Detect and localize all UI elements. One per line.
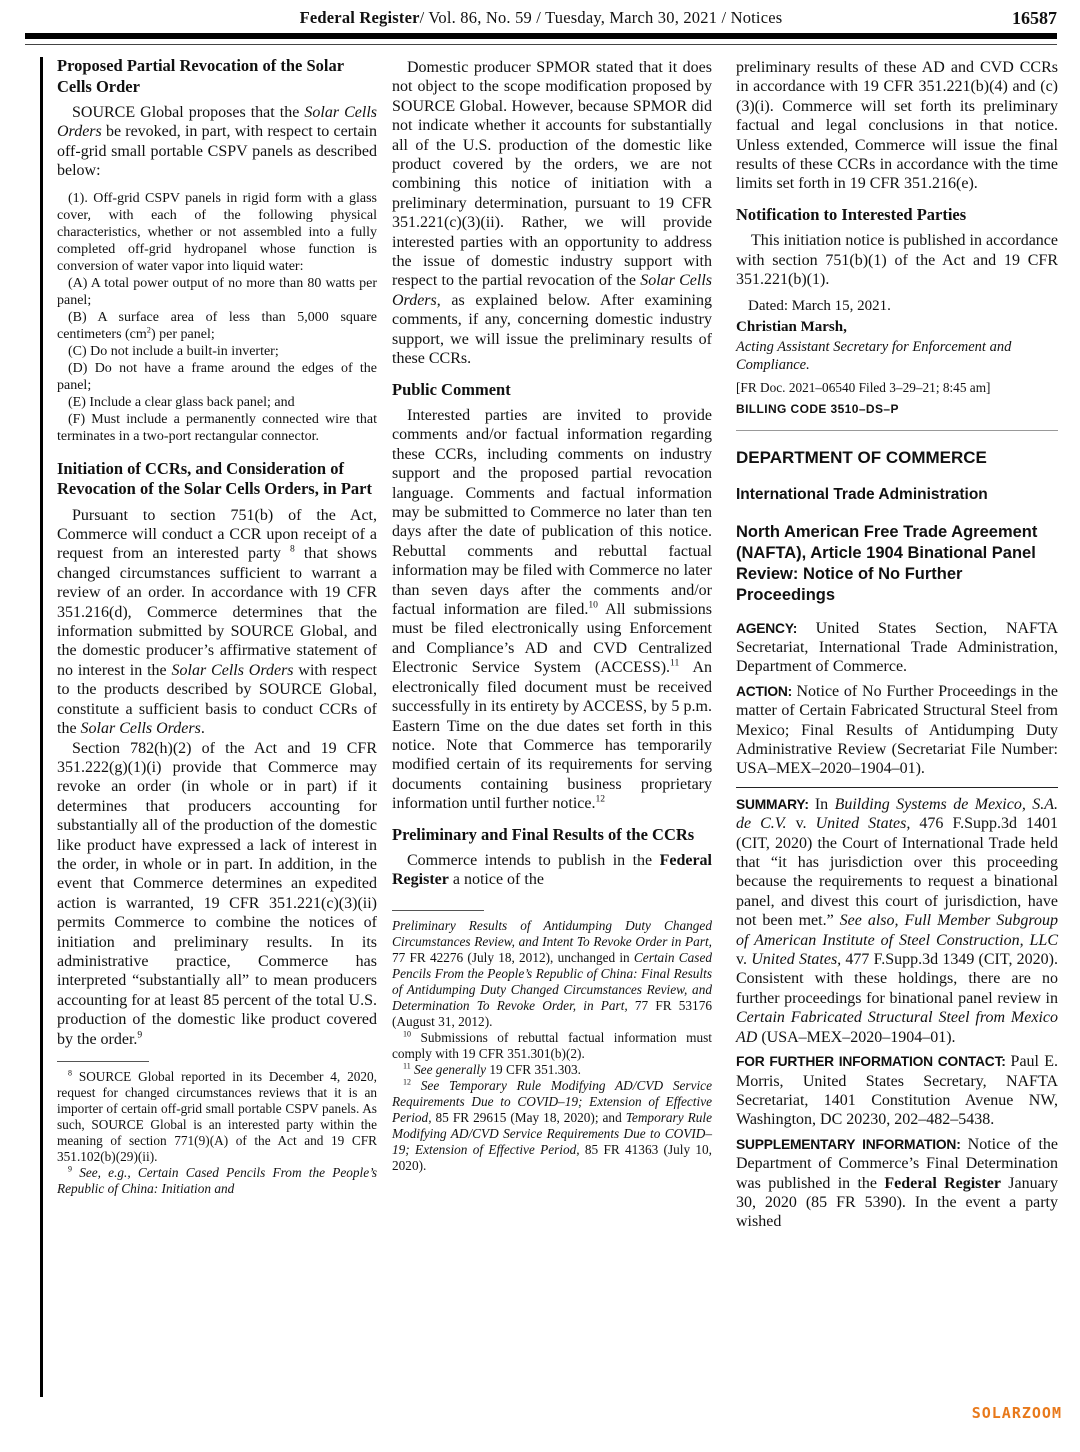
header-publication: Federal Register — [299, 8, 420, 27]
section-heading: Preliminary and Final Results of the CCRs — [392, 824, 695, 844]
column-1 — [57, 56, 377, 1197]
header-issue-info: / Vol. 86, No. 59 / Tuesday, March 30, 2021 / Notices — [419, 8, 783, 27]
page-number: 16587 — [1012, 8, 1057, 28]
paragraph: Domestic producer SPMOR stated that it does not object to the scope modification proposed by SOURCE Global. However, because SPMOR did not indicate whether it accounts for substantially all of the U.S. production of the domestic like product covered by the orders, we are not combining this notice of initiation with a preliminary determination, pursuant to 19 CFR 351.221(c)(3)(ii). Rather, we will provide interested parties with an opportunity to address the issue of domestic industry support with respect to the partial revocation of the Solar Cells Orders, as explained below. After examining comments, if any, concerning domestic industry support, we will issue the preliminary results of these CCRs. — [392, 59, 712, 368]
page-header — [25, 8, 1057, 32]
paragraph: Pursuant to section 751(b) of the Act, Commerce will conduct a CCR upon receipt of a request from an interested party $^8$ that shows changed circumstances sufficient to warrant a review of an order. In accordance with 19 CFR 351.216(d), Commerce determines that the information submitted by SOURCE Global, and the domestic producer’s affirmative statement of no interest in the Solar Cells Orders with respect to the products described by SOURCE Global, constitute a sufficient basis to conduct CCRs of the Solar Cells Orders. — [57, 506, 378, 738]
section-heading: Proposed Partial Revocation of the Solar Cells Order — [57, 56, 344, 96]
summary-divider — [736, 787, 1058, 788]
footnote: $^{12}$ See Temporary Rule Modifying AD/CVD Service Requirements Due to COVID–19; Extension of Effective Period, 85 FR 29615 (May 18, 2020); and Temporary Rule Modifying AD/CVD Service Requirements Due to COVID–19; Extension of Effective Period, 85 FR 41363 (July 10, 2020). — [392, 1077, 713, 1173]
paragraph: SUMMARY: In Building Systems de Mexico, S.A. de C.V. v. United States, 476 F.Supp.3d 1401 (CIT, 2020) the Court of International Trade held that “it has jurisdiction over this proceeding because the requirements to request a binational panel, and divest this court of jurisdiction, have not been met.” See also, Full Member Subgroup of American Institute of Steel Construction, LLC v. United States, 477 F.Supp.3d 1349 (CIT, 2020). Consistent with these holdings, there are no further proceedings for binational panel review in Certain Fabricated Structural Steel from Mexico AD (USA–MEX–2020–1904–01). — [736, 795, 1059, 1046]
paragraph: SOURCE Global proposes that the Solar Cells Orders be revoked, in part, with respect to certain off-grid small portable CSPV panels as described below: — [57, 104, 378, 180]
section-heading: Public Comment — [392, 379, 511, 399]
regulation-text: (E) Include a clear glass back panel; and — [68, 394, 295, 410]
paragraph: preliminary results of these AD and CVD CCRs in accordance with 19 CFR 351.221(b)(4) and (c)(3)(i). Commerce will set forth its preliminary factual and legal conclusions in that notice. Unless extended, Commerce will issue the final results of these CCRs in accordance with the time limits set forth in 19 CFR 351.216(e). — [736, 59, 1058, 193]
section-heading: Initiation of CCRs, and Consideration of Revocation of the Solar Cells Orders, in Part — [57, 458, 372, 499]
fr-doc-line: [FR Doc. 2021–06540 Filed 3–29–21; 8:45 am] — [736, 379, 991, 395]
watermark: SOLARZOOM — [971, 1404, 1062, 1422]
paragraph: Commerce intends to publish in the Federal Register a notice of the — [392, 852, 712, 889]
department-heading: DEPARTMENT OF COMMERCE — [736, 447, 987, 467]
dated-line: Dated: March 15, 2021. — [748, 297, 891, 314]
regulation-text: (1). Off-grid CSPV panels in rigid form with a glass cover, with each of the following physical characteristics, whether or not assembled into a fully completed off-grid hydropanel whose function is conversion of water vapor into liquid water: — [57, 190, 377, 274]
change-bar — [40, 57, 43, 1397]
column-3 — [736, 56, 1058, 1232]
regulation-text: (B) A surface area of less than 5,000 square centimeters $(cm^2)$ per panel; — [57, 309, 377, 342]
regulation-text: (F) Must include a permanently connected wire that terminates in a two-port rectangular connector. — [57, 411, 377, 444]
paragraph: FOR FURTHER INFORMATION CONTACT: Paul E. Morris, United States Secretary, NAFTA Secretariat, 1401 Constitution Avenue NW, Washington, DC 20230, 202–482–5438. — [736, 1053, 1059, 1129]
paragraph: This initiation notice is published in accordance with section 751(b)(1) of the Act and 19 CFR 351.221(b)(1). — [736, 232, 1058, 289]
regulation-text: (D) Do not have a frame around the edges of the panel; — [57, 360, 377, 393]
footnote-separator — [392, 910, 484, 911]
footnote: $^{10}$ Submissions of rebuttal factual information must comply with 19 CFR 351.301(b)(2). — [392, 1029, 712, 1061]
regulation-text: (A) A total power output of no more than 80 watts per panel; — [57, 275, 377, 308]
header-rule-thick — [25, 33, 1057, 39]
header-rule-thin — [25, 44, 1057, 45]
agency-heading: International Trade Administration — [736, 485, 988, 503]
section-heading: Notification to Interested Parties — [736, 204, 967, 224]
paragraph: SUPPLEMENTARY INFORMATION: Notice of the Department of Commerce’s Final Determination was published in the Federal Register January 30, 2020 (85 FR 5390). In the event a party wished — [736, 1135, 1059, 1231]
billing-code: BILLING CODE 3510–DS–P — [736, 401, 899, 416]
notice-title: North American Free Trade Agreement (NAFTA), Article 1904 Binational Panel Review: Notice of No Further Proceedings — [736, 522, 1038, 604]
paragraph: Section 782(h)(2) of the Act and 19 CFR 351.222(g)(1)(i) provide that Commerce may revoke an order (in whole or in part) if it determines that producers accounting for substantially all of the production of the domestic like product have expressed a lack of interest in the order, in whole or in part. In addition, in the event that Commerce determines an expedited action is warranted, 19 CFR 351.221(c)(3)(ii) permits Commerce to combine the notices of initiation and preliminary results. In its administrative practice, Commerce has interpreted “substantially all” to mean producers accounting for at least 85 percent of the total U.S. production of the domestic like product covered by the order.$^9$ — [57, 739, 377, 1048]
signature-name: Christian Marsh, — [736, 318, 847, 335]
paragraph: AGENCY: United States Section, NAFTA Secretariat, International Trade Administration, Department of Commerce. — [736, 619, 1058, 676]
section-divider — [736, 430, 1058, 431]
footnote: $^9$ See, e.g., Certain Cased Pencils From the People’s Republic of China: Initiation and — [57, 1164, 377, 1196]
paragraph: ACTION: Notice of No Further Proceedings in the matter of Certain Fabricated Structural Steel from Mexico; Final Results of Antidumping Duty Administrative Review (Secretariat File Number: USA–MEX–2020–1904–01). — [736, 682, 1059, 778]
column-2 — [392, 56, 712, 1174]
footnote-separator — [57, 1061, 149, 1062]
signature-title: Acting Assistant Secretary for Enforcement and Compliance. — [736, 338, 1012, 373]
regulation-text: (C) Do not include a built-in inverter; — [68, 343, 279, 359]
footnote: $^8$ SOURCE Global reported in its December 4, 2020, request for changed circumstances reviews that it is an importer of certain off-grid small portable CSPV panels. As such, SOURCE Global is an interested party within the meaning of section 771(9)(A) of the Act and 19 CFR 351.102(b)(29)(ii). — [57, 1068, 377, 1164]
footnote: $^{11}$ See generally 19 CFR 351.303. — [403, 1061, 581, 1077]
header-title — [300, 8, 783, 27]
footnote-continuation: Preliminary Results of Antidumping Duty Changed Circumstances Review, and Intent To Revoke Order in Part, 77 FR 42276 (July 18, 2012), unchanged in Certain Cased Pencils From the People’s Republic of China: Final Results of Antidumping Duty Changed Circumstances Review, and Determination To Revoke Order, in Part, 77 FR 53176 (August 31, 2012). — [392, 917, 712, 1029]
paragraph: Interested parties are invited to provide comments and/or factual information regarding these CCRs, including comments on industry support and the proposed partial revocation language. Comments and factual information may be submitted to Commerce no later than ten days after the date of publication of this notice. Rebuttal comments and rebuttal factual information may be filed with Commerce no later than seven days after the comments and/or factual information are filed.$^{10}$ All submissions must be filed electronically using Enforcement and Compliance’s AD and CVD Centralized Electronic Service System (ACCESS).$^{11}$ An electronically filed document must be received successfully in its entirety by ACCESS, by 5 p.m. Eastern Time on the due dates set forth in this notice. Note that Commerce has temporarily modified certain of its requirements for serving documents containing business proprietary information until further notice.$^{12}$ — [392, 407, 712, 813]
